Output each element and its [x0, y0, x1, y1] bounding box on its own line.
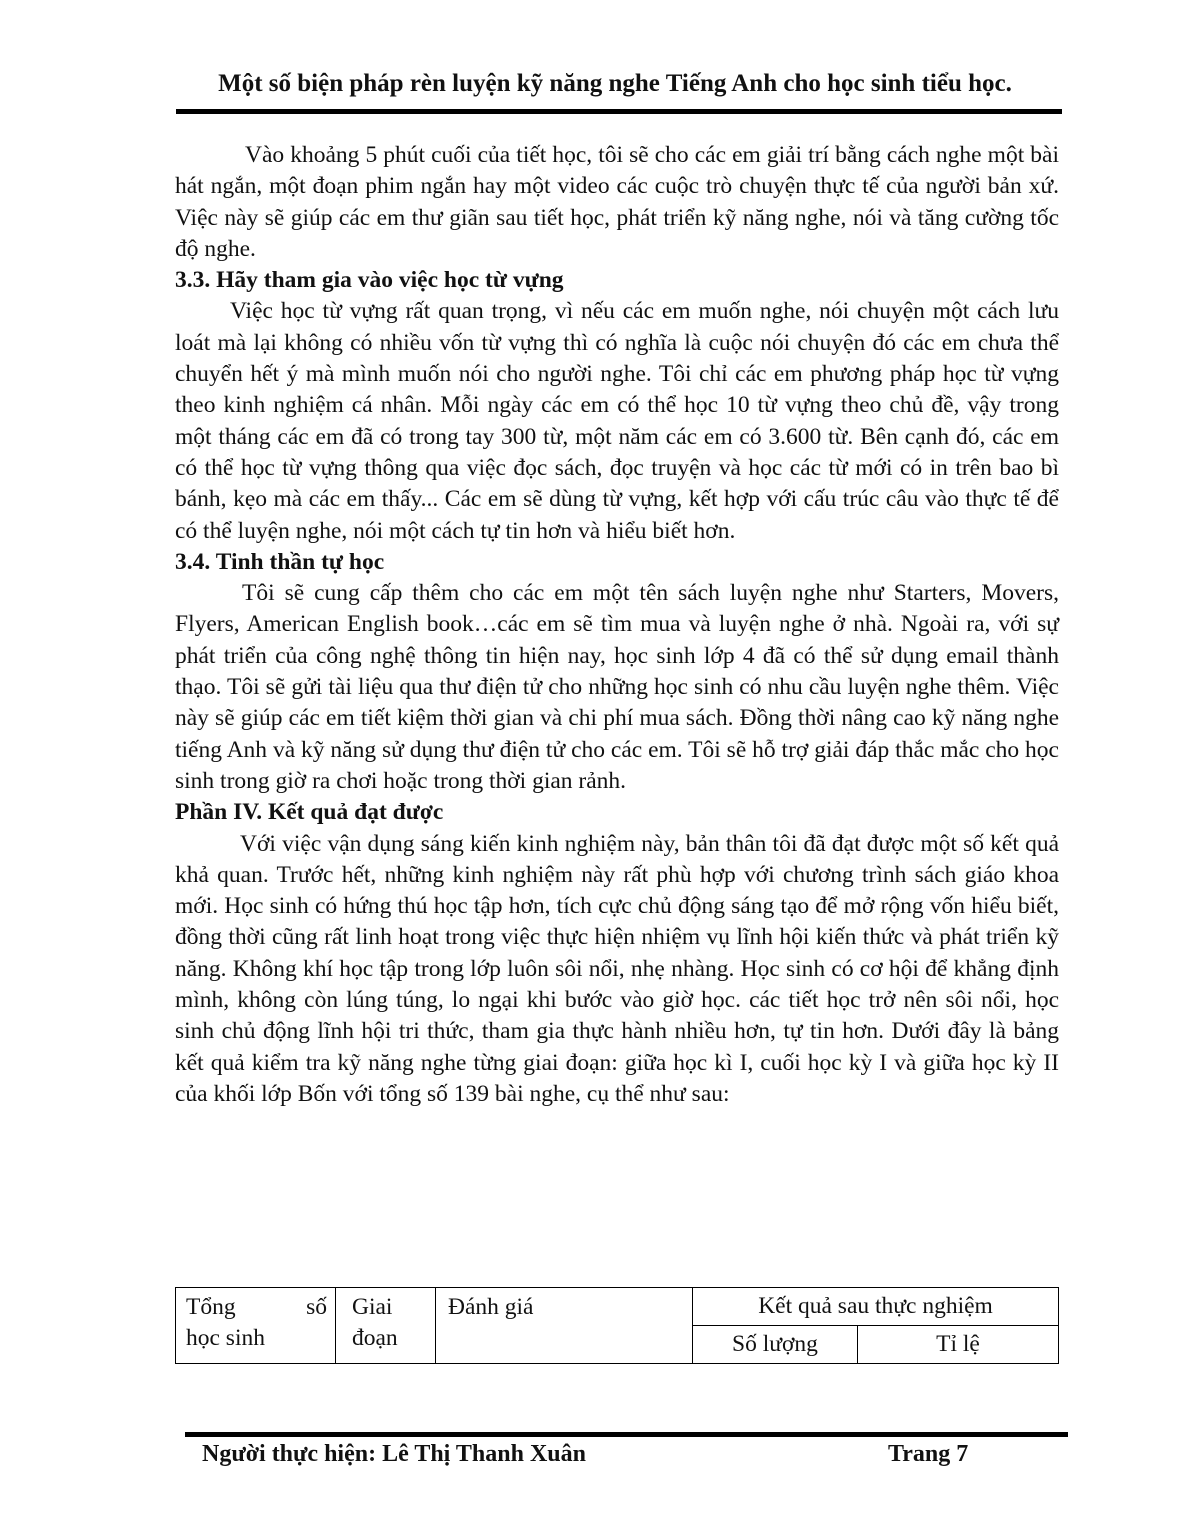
page-header-title: Một số biện pháp rèn luyện kỹ năng nghe Tiếng Anh cho học sinh tiểu học. [218, 70, 1012, 97]
page-number: Trang 7 [888, 1441, 969, 1467]
header-cell-evaluation: Đánh giá [436, 1288, 693, 1364]
header-cell-total-students [176, 1288, 336, 1364]
results-table [175, 1287, 1059, 1364]
phase-label-b: đoạn [352, 1325, 398, 1351]
header-cell-rate: Tỉ lệ [858, 1326, 1059, 1364]
section-heading-part-4: Phần IV. Kết quả đạt được [175, 799, 444, 826]
footer-divider [185, 1432, 1068, 1437]
header-cell-result: Kết quả sau thực nghiệm [693, 1288, 1059, 1326]
paragraph-vocabulary: Việc học từ vựng rất quan trọng, vì nếu các em muốn nghe, nói chuyện một cách lưu loát mà lại không có nhiều vốn từ vựng thì có nghĩa là cuộc nói chuyện đó các em chưa thể chuyển hết ý mà mình muốn nói cho người nghe. Tôi chỉ các em phương pháp học từ vựng theo kinh nghiệm cá nhân. Mỗi ngày các em có thể học 10 từ vựng theo chủ đề, vậy trong một tháng các em đã có trong tay 300 từ, một năm các em có 3.600 từ. Bên cạnh đó, các em có thể học từ vựng thông qua việc đọc sách, đọc truyện và học các từ mới có in trên bao bì bánh, kẹo mà các em thấy... Các em sẽ dùng từ vựng, kết hợp với cấu trúc câu vào thực tế để có thể luyện nghe, nói một cách tự tin hơn và hiểu biết hơn. [175, 298, 1059, 544]
header-divider [176, 109, 1062, 114]
paragraph-entertainment: Vào khoảng 5 phút cuối của tiết học, tôi sẽ cho các em giải trí bằng cách nghe một bài hát ngắn, một đoạn phim ngắn hay một video các cuộc trò chuyện thực tế của người bản xứ. Việc này sẽ giúp các em thư giãn sau tiết học, phát triển kỹ năng nghe, nói và tăng cường tốc độ nghe. [175, 142, 1059, 262]
section-heading-3-4: 3.4. Tinh thần tự học [175, 548, 385, 575]
total-label-a: Tổng [186, 1294, 236, 1320]
header-cell-quantity: Số lượng [693, 1326, 858, 1364]
phase-label-a: Giai [352, 1294, 393, 1320]
paragraph-self-study: Tôi sẽ cung cấp thêm cho các em một tên sách luyện nghe như Starters, Movers, Flyers, American English book…các em sẽ tìm mua và luyện nghe ở nhà. Ngoài ra, với sự phát triển của công nghệ thông tin hiện nay, học sinh lớp 4 đã có thể sử dụng email thành thạo. Tôi sẽ gửi tài liệu qua thư điện tử cho những học sinh có nhu cầu luyện nghe thêm. Việc này sẽ giúp các em tiết kiệm thời gian và chi phí mua sách. Đồng thời nâng cao kỹ năng nghe tiếng Anh và kỹ năng sử dụng thư điện tử cho các em. Tôi sẽ hỗ trợ giải đáp thắc mắc cho học sinh trong giờ ra chơi hoặc trong thời gian rảnh. [175, 580, 1059, 794]
total-label-c: học sinh [186, 1325, 265, 1351]
footer-author: Người thực hiện: Lê Thị Thanh Xuân [202, 1441, 586, 1467]
document-body [175, 140, 1059, 1110]
section-heading-3-3: 3.3. Hãy tham gia vào việc học từ vựng [175, 267, 564, 294]
total-label-b: số [306, 1294, 327, 1320]
paragraph-results: Với việc vận dụng sáng kiến kinh nghiệm này, bản thân tôi đã đạt được một số kết quả khả quan. Trước hết, những kinh nghiệm này rất phù hợp với chương trình sách giáo khoa mới. Học sinh có hứng thú học tập hơn, tích cực chủ động sáng tạo để mở rộng vốn hiểu biết, đồng thời cũng rất linh hoạt trong việc thực hiện nhiệm vụ lĩnh hội kiến thức và phát triển kỹ năng. Không khí học tập trong lớp luôn sôi nổi, nhẹ nhàng. Học sinh có cơ hội để khẳng định mình, không còn lúng túng, lo ngại khi bước vào giờ học. các tiết học trở nên sôi nổi, học sinh chủ động lĩnh hội tri thức, tham gia thực hành nhiều hơn, tự tin hơn. Dưới đây là bảng kết quả kiểm tra kỹ năng nghe từng giai đoạn: giữa học kì I, cuối học kỳ I và giữa học kỳ II của khối lớp Bốn với tổng số 139 bài nghe, cụ thể như sau: [175, 830, 1059, 1107]
header-cell-phase [336, 1288, 436, 1364]
